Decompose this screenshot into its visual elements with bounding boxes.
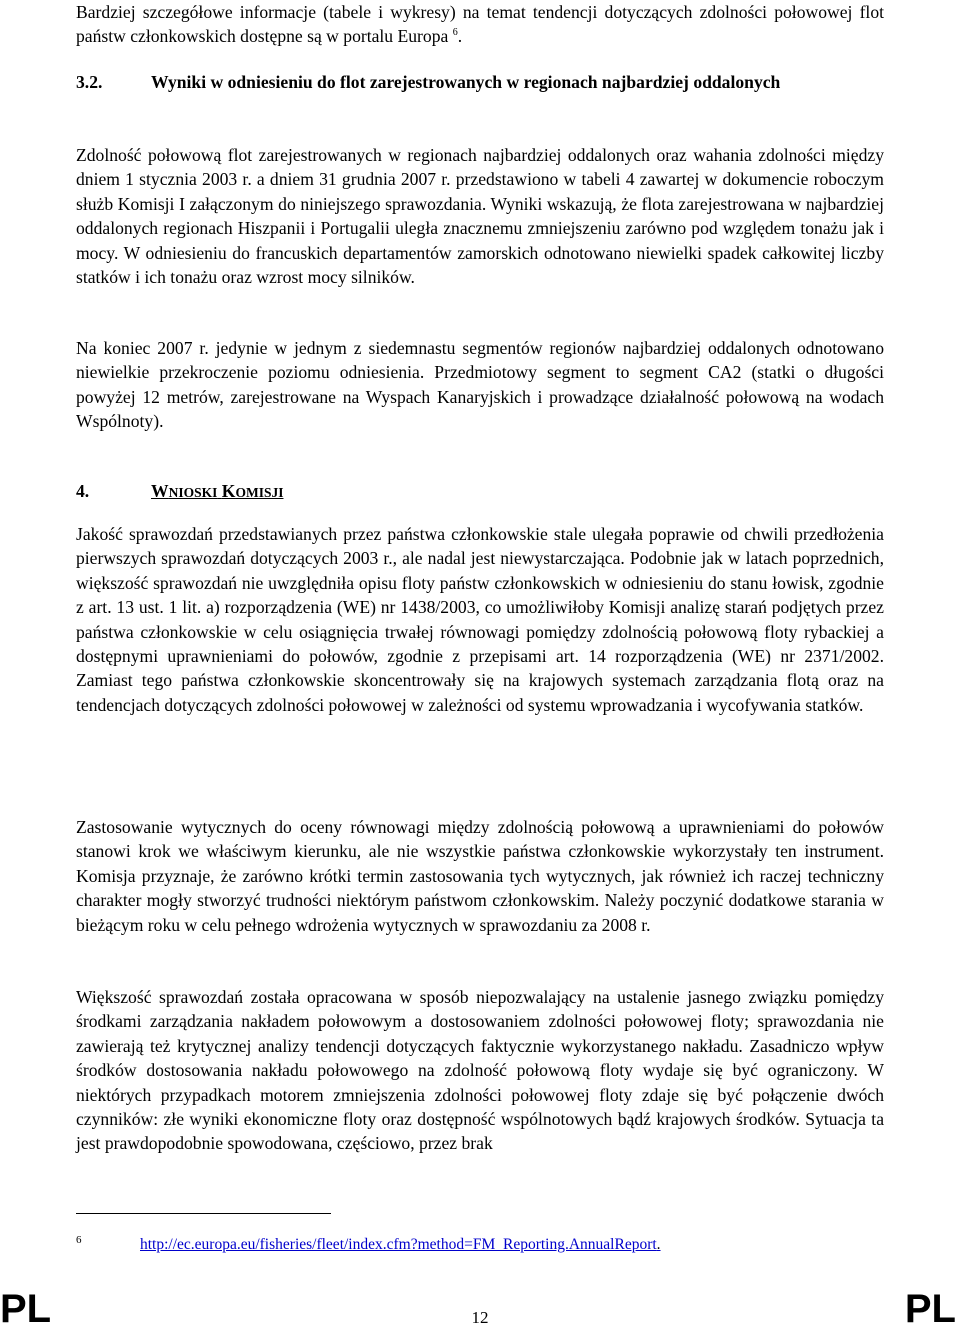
paragraph-intro-text: Bardziej szczegółowe informacje (tabele i wykresy) na temat tendencji dotyczących zdolności połowowej flot państw członkowskich dostępne są w portalu Europa	[76, 2, 884, 47]
section-number: 3.2.	[76, 72, 103, 92]
title-part: K	[221, 481, 236, 501]
footnote-link[interactable]	[140, 1236, 661, 1254]
paragraph-end-2007: Na koniec 2007 r. jedynie w jednym z siedemnastu segmentów regionów najbardziej oddalonych odnotowano niewielkie przekroczenie poziomu odniesienia. Przedmiotowy segment to segment CA2 (statki o długości powyżej 12 metrów, zarejestrowane na Wyspach Kanaryjskich i prowadzące działalność połowową na wodach Wspólnoty).	[76, 338, 884, 432]
footnote-ref-6[interactable]: 6	[452, 27, 458, 39]
footnote-url[interactable]: http://ec.europa.eu/fisheries/fleet/index.cfm?method=FM_Reporting.AnnualReport	[140, 1236, 657, 1253]
footnote-number: 6	[76, 1234, 82, 1246]
paragraph-intro-end: .	[457, 26, 463, 47]
title-part: W	[151, 481, 169, 501]
paragraph-guidelines: Zastosowanie wytycznych do oceny równowagi między zdolnością połowową a uprawnieniami do połowów stanowi krok we właściwym kierunku, ale nie wszystkie państwa członkowskie wykorzystały ten instrument. Komisja przyznaje, że zarówno krótki termin zastosowania tych wytycznych, jak również ich raczej techniczny charakter mogły stworzyć trudności niektórym państwom członkowskim. Należy poczynić dodatkowe starania w bieżącym roku w celu pełnego wdrożenia wytycznych w sprawozdaniu za 2008 r.	[76, 817, 884, 935]
paragraph-report-quality: Jakość sprawozdań przedstawianych przez państwa członkowskie stale ulegała poprawie od chwili przedłożenia pierwszych sprawozdań dotyczących 2003 r., ale nadal jest niewystarczająca. Podobnie jak w latach poprzednich, większość sprawozdań nie uwzględniła opisu floty państw członkowskich w odniesieniu do stanu łowisk, zgodnie z art. 13 ust. 1 lit. a) rozporządzenia (WE) nr 1438/2003, co umożliwiłoby Komisji analizę starań podjętych przez państwa członkowskie w celu osiągnięcia trwałej równowagi pomiędzy zdolnością połowową floty rybackiej a dostępnymi uprawnieniami do połowów, zgodnie z przepisami art. 14 rozporządzenia (WE) nr 2371/2002. Zamiast tego państwa członkowskie skoncentrowały się na krajowych systemach zarządzania flotą oraz na tendencjach dotyczących zdolności połowowej w zależności od systemu wprowadzania i wycofywania statków.	[76, 524, 884, 715]
footnote-end: .	[656, 1236, 661, 1253]
footnote-separator	[76, 1213, 331, 1214]
paragraph-intro	[76, 0, 884, 49]
section-number: 4.	[76, 481, 90, 501]
paragraph-outermost-regions: Zdolność połowową flot zarejestrowanych w regionach najbardziej oddalonych oraz wahania zdolności między dniem 1 stycznia 2003 r. a dniem 31 grudnia 2007 r. przedstawiono w tabeli 4 zawartej w dokumencie roboczym służb Komisji I załączonym do niniejszego sprawozdania. Wyniki wskazują, że flota zarejestrowana w najbardziej oddalonych regionach Hiszpanii i Portugalii uległa znacznemu zmniejszeniu zarówno pod względem tonażu jak i mocy. W odniesieniu do francuskich departamentów zamorskich odnotowano niewielki spadek całkowitej liczby statków i ich tonażu oraz wzrost mocy silników.	[76, 145, 884, 288]
title-part: OMISJI	[235, 485, 284, 500]
language-code-right: PL	[904, 1287, 956, 1331]
title-part: NIOSKI	[168, 485, 218, 500]
section-title: Wyniki w odniesieniu do flot zarejestrowanych w regionach najbardziej oddalonych	[151, 72, 781, 92]
paragraph-effort-management: Większość sprawozdań została opracowana w sposób niepozwalający na ustalenie jasnego związku pomiędzy środkami zarządzania nakładem połowowym a dostosowaniem zdolności połowowej floty; sprawozdania nie zawierają też krytycznej analizy tendencji dotyczących faktycznie wykorzystanego nakładu. Zasadniczo wpływ środków dostosowania nakładu połowowego na zdolność połowową floty wydaje się być ograniczony. W niektórych przypadkach motorem zmniejszenia zdolności połowowej floty zdaje się być połączenie dwóch czynników: złe wyniki ekonomiczne floty oraz dostępność wspólnotowych bądź krajowych środków. Sytuacja ta jest prawdopodobnie spowodowana, częściowo, przez brak	[76, 987, 884, 1154]
section-title	[151, 479, 283, 505]
language-code-left: PL	[0, 1287, 52, 1331]
page-number: 12	[471, 1308, 489, 1327]
